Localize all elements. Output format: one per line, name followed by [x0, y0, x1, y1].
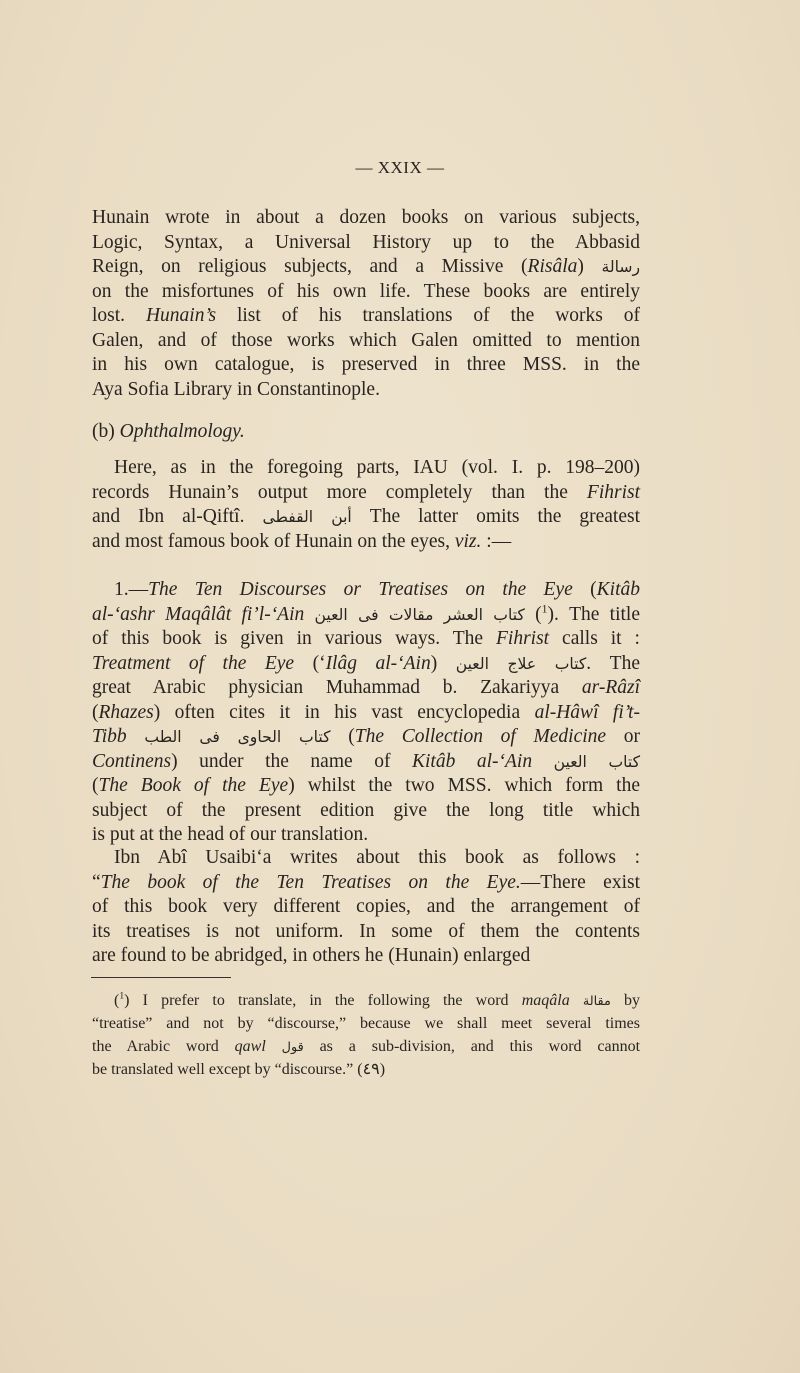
text-run: records Hunain’s output more completely than the [92, 481, 587, 503]
text-run: and most famous book of Hunain on the eyes, [92, 530, 455, 552]
italic-text: maqâla [521, 992, 570, 1009]
text-run: ). The title [547, 603, 641, 625]
text-run: Hunain wrote in about a dozen books on various subjects, [92, 207, 640, 228]
text-line [92, 799, 640, 824]
text-line [92, 725, 640, 750]
text-run: ) often cites it in his vast encyclopedia [153, 701, 535, 723]
text-run [266, 1038, 282, 1055]
text-run: Here, as in the foregoing parts, IAU (vol. I. p. 198–200) [114, 457, 640, 478]
text-run: are found to be abridged, in others he (Hunain) enlarged [92, 945, 531, 966]
text-line [92, 750, 640, 775]
page-number: — XXIX — [355, 158, 445, 177]
text-run: Logic, Syntax, a Universal History up to the Abbasid [92, 231, 640, 253]
footnote-separator [91, 977, 231, 978]
arabic-text: كتاب العشر مقالات فى العين [314, 605, 525, 624]
text-run: ( [572, 579, 597, 600]
italic-text: al-Hâwî fi’t- [534, 701, 640, 723]
text-line [92, 823, 640, 848]
italic-text: al-‘ashr Maqâlât fi’l-‘Ain [92, 603, 305, 625]
text-line [92, 1035, 640, 1058]
italic-text: viz. [454, 530, 482, 552]
text-run [532, 751, 554, 772]
arabic-text: مقالة [582, 994, 611, 1009]
text-run: Ibn Abî Usaibi‘a writes about this book as follows : [114, 847, 640, 868]
paragraph-here [92, 456, 640, 554]
text-run: ) [577, 256, 602, 277]
text-line [92, 627, 640, 652]
text-run: ) under the name of [171, 750, 412, 772]
text-run: ( [92, 701, 99, 723]
text-line [92, 505, 640, 530]
italic-text: Ilâg al-‘Ain [325, 652, 431, 674]
text-run: be translated well except by “discourse.” (٤٩) [92, 1061, 386, 1078]
text-line [92, 231, 640, 256]
text-run: of this book very different copies, and the arrangement of [92, 896, 640, 917]
text-run: subject of the present edition give the long title which [92, 799, 640, 821]
text-line [92, 304, 640, 329]
arabic-text: كتاب الحاوى فى الطب [144, 728, 331, 746]
text-run: or [606, 726, 641, 747]
text-line [92, 944, 640, 969]
italic-text: Risâla [527, 256, 578, 277]
text-run: Galen, and of those works which Galen omitted to mention [92, 329, 640, 351]
arabic-text: كتاب علاج العين [455, 654, 587, 673]
italic-text: Kitâb [596, 579, 641, 600]
text-run: is put at the head of our translation. [92, 824, 369, 845]
text-line [92, 578, 640, 603]
text-run: “ [92, 871, 101, 893]
text-run: ) I prefer to translate, in the following the word [124, 992, 522, 1009]
arabic-text: قول [281, 1040, 304, 1055]
text-line [92, 652, 640, 677]
text-run: lost. [92, 305, 146, 326]
text-line [92, 481, 640, 506]
text-run: :— [481, 530, 512, 552]
italic-text: The Ten Discourses or Treatises on the Eye [148, 579, 573, 600]
text-line [92, 456, 640, 481]
text-run: in his own catalogue, is preserved in three MSS. in the [92, 354, 640, 375]
text-run: . The [586, 652, 640, 674]
italic-text: The book of the Ten Treatises on the Eye. [100, 871, 521, 893]
section-heading-ophthalmology [92, 420, 640, 445]
italic-text: ar-Râzî [581, 677, 640, 698]
text-line [92, 1012, 640, 1035]
text-run: on the misfortunes of his own life. These books are entirely [92, 280, 640, 302]
text-run: 1.— [114, 579, 149, 600]
paragraph-intro [92, 206, 640, 402]
text-run: Aya Sofia Library in Constantinople. [92, 378, 380, 400]
text-line [92, 206, 640, 231]
text-run: the Arabic word [92, 1038, 235, 1055]
text-line [92, 676, 640, 701]
text-run: ( [330, 726, 355, 747]
text-line [92, 353, 640, 378]
text-run: its treatises is not uniform. In some of them the contents [92, 920, 640, 942]
italic-text: qawl [234, 1038, 266, 1055]
text-run: ) [430, 652, 456, 674]
text-line [92, 871, 640, 896]
italic-text: Treatment of the Eye [92, 652, 295, 674]
text-line [92, 774, 640, 799]
paragraph-ten-discourses [92, 578, 640, 848]
italic-text: Ophthalmology. [119, 421, 245, 442]
italic-text: Kitâb al-‘Ain [411, 750, 533, 772]
text-line [92, 378, 640, 403]
arabic-text: كتاب العين [553, 752, 641, 771]
italic-text: Tibb [92, 726, 127, 747]
italic-text: The Collection of Medicine [354, 726, 607, 747]
text-run: and Ibn al-Qiftî. [92, 506, 263, 527]
text-line [92, 895, 640, 920]
italic-text: The Book of the Eye [98, 775, 289, 796]
text-run: by [610, 992, 641, 1009]
italic-text: Hunain’s [145, 305, 217, 326]
paragraph-ibn-abi-usaibia [92, 846, 640, 969]
italic-text: Fihrist [586, 481, 640, 503]
text-run [127, 726, 145, 747]
text-line [92, 1058, 640, 1081]
text-line [92, 329, 640, 354]
text-line [92, 846, 640, 871]
text-line [92, 420, 640, 445]
footnote-ref: 1 [541, 602, 548, 615]
text-run: (b) [92, 421, 120, 442]
arabic-text: رسالة [601, 258, 641, 276]
text-line [92, 603, 640, 628]
text-line [92, 989, 640, 1012]
text-run: great Arabic physician Muhammad b. Zakariyya [92, 677, 582, 698]
arabic-text: أبن القفطى [262, 508, 352, 526]
text-run: Reign, on religious subjects, and a Missive ( [92, 256, 528, 277]
italic-text: Continens [92, 750, 172, 772]
text-run: ( [524, 603, 542, 625]
text-run: list of his translations of the works of [216, 305, 641, 326]
text-line [92, 701, 640, 726]
footnote [92, 989, 640, 1081]
footnote-ref: 1 [119, 990, 125, 1002]
text-run: —There exist [520, 871, 640, 893]
italic-text: Fihrist [495, 628, 550, 649]
text-run: of this book is given in various ways. The [92, 628, 496, 649]
text-run: (‘ [294, 652, 326, 674]
text-line [92, 255, 640, 280]
text-run: ( [114, 992, 120, 1009]
text-run: ) whilst the two MSS. which form the [288, 775, 640, 796]
italic-text: Rhazes [98, 701, 154, 723]
text-run: calls it : [549, 628, 640, 649]
text-run [304, 604, 314, 625]
text-run [570, 992, 583, 1009]
text-run: “treatise” and not by “discourse,” because we shall meet several times [92, 1015, 640, 1032]
text-line [92, 920, 640, 945]
text-run: The latter omits the greatest [351, 506, 641, 527]
text-run: ( [92, 775, 99, 796]
text-line [92, 530, 640, 555]
text-line [92, 280, 640, 305]
text-run: as a sub-division, and this word cannot [303, 1038, 641, 1055]
